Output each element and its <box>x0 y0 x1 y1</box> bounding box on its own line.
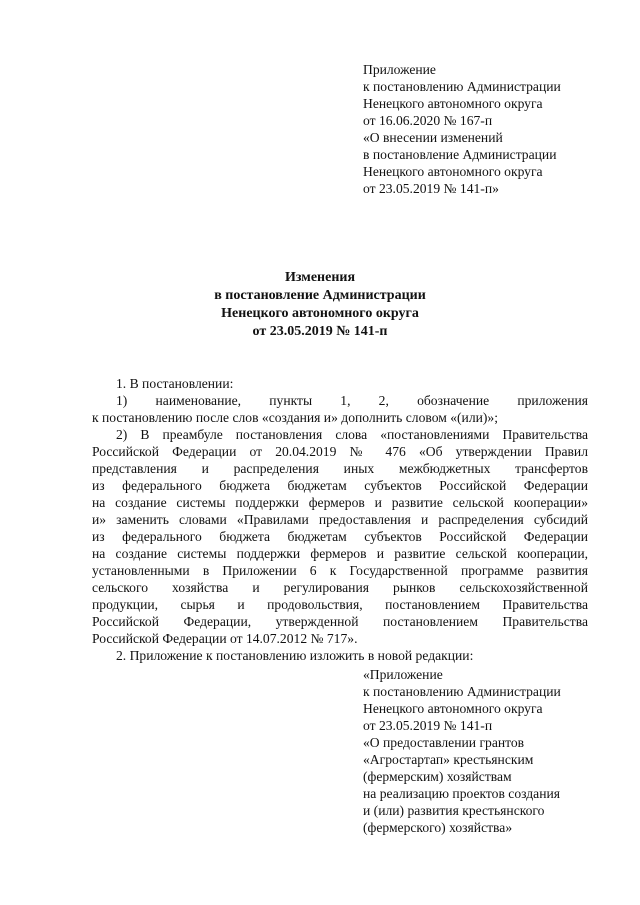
appendix-header-line: Ненецкого автономного округа <box>363 96 543 111</box>
new-appendix-line: «Приложение <box>363 667 443 682</box>
body-line: на создание системы поддержки фермеров и развитие сельской кооперации» <box>92 495 588 510</box>
new-appendix-line: «Агростартап» крестьянским <box>363 752 534 767</box>
body-line: на создание системы поддержки фермеров и развитие сельской кооперации, <box>92 546 588 561</box>
new-appendix-line: «О предоставлении грантов <box>363 735 525 750</box>
title-line: Изменения <box>284 270 356 285</box>
title-line: Ненецкого автономного округа <box>221 306 419 321</box>
appendix-header-line: от 16.06.2020 № 167-п <box>363 113 493 128</box>
appendix-header-line: Ненецкого автономного округа <box>363 164 543 179</box>
body-line: 2. Приложение к постановлению изложить в новой редакции: <box>116 648 474 663</box>
new-appendix-line: на реализацию проектов создания <box>363 786 560 801</box>
new-appendix-line: и (или) развития крестьянского <box>363 803 545 818</box>
appendix-header-line: к постановлению Администрации <box>363 79 561 94</box>
new-appendix-line: от 23.05.2019 № 141-п <box>363 718 493 733</box>
body-line: из федерального бюджета бюджетам субъектов Российской Федерации <box>92 478 588 493</box>
body-line: 2) В преамбуле постановления слова «постановлениями Правительства <box>116 427 588 442</box>
title-line: от 23.05.2019 № 141-п <box>252 324 388 339</box>
new-appendix-line: (фермерского) хозяйства» <box>363 820 513 835</box>
body-line: Российской Федерации от 20.04.2019 № 476 «Об утверждении Правил <box>92 444 588 459</box>
body-line: к постановлению после слов «создания и» дополнить словом «(или)»; <box>92 410 498 425</box>
body-line: сельского хозяйства и регулирования рынков сельскохозяйственной <box>92 580 588 595</box>
body-line: и» заменить словами «Правилами предоставления и распределения субсидий <box>92 512 588 527</box>
body-line: установленными в Приложении 6 к Государственной программе развития <box>92 563 588 578</box>
body-line: Российской Федерации от 14.07.2012 № 717». <box>92 631 358 646</box>
new-appendix-line: (фермерским) хозяйствам <box>363 769 512 784</box>
body-line: Российской Федерации, утвержденной постановлением Правительства <box>92 614 588 629</box>
appendix-header-line: Приложение <box>363 62 436 77</box>
appendix-header-line: «О внесении изменений <box>363 130 503 145</box>
body-line: 1) наименование, пункты 1, 2, обозначение приложения <box>116 393 588 408</box>
body-line: 1. В постановлении: <box>116 376 234 391</box>
appendix-header-line: в постановление Администрации <box>363 147 557 162</box>
body-line: представления и распределения иных межбюджетных трансфертов <box>92 461 588 476</box>
new-appendix-line: к постановлению Администрации <box>363 684 561 699</box>
title-line: в постановление Администрации <box>214 288 426 303</box>
appendix-header-line: от 23.05.2019 № 141-п» <box>363 181 499 196</box>
body-line: продукции, сырья и продовольствия, постановлением Правительства <box>92 597 588 612</box>
new-appendix-line: Ненецкого автономного округа <box>363 701 543 716</box>
body-line: из федерального бюджета бюджетам субъектов Российской Федерации <box>92 529 588 544</box>
